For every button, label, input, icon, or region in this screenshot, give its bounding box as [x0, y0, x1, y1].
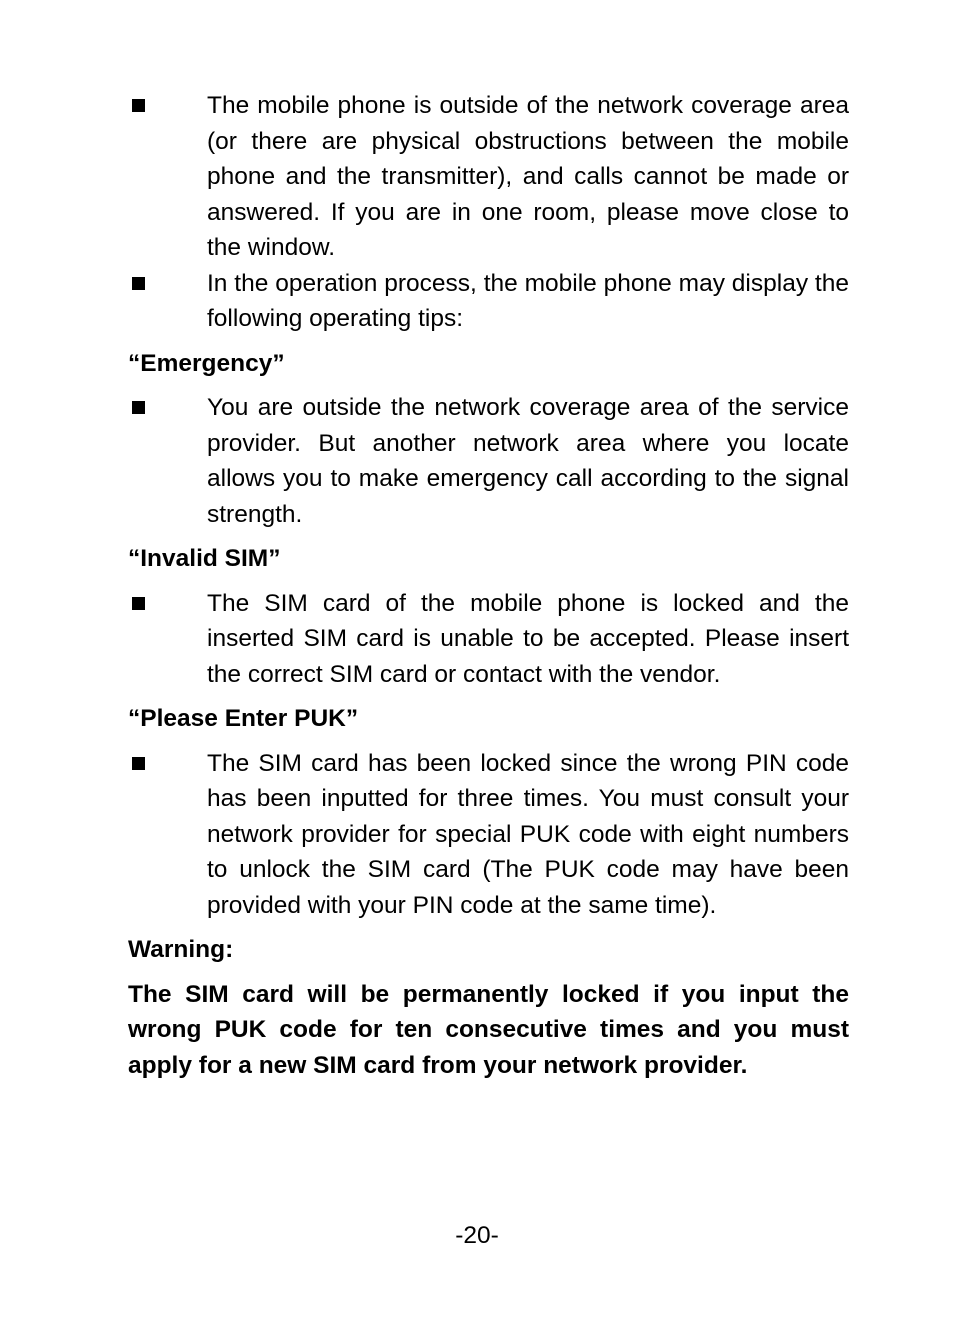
page-number: -20-: [455, 1222, 499, 1249]
bullet-text: In the operation process, the mobile phone may display the following operating tips:: [207, 269, 849, 332]
square-bullet-icon: [132, 597, 145, 610]
square-bullet-icon: [132, 277, 145, 290]
heading-enter-puk: “Please Enter PUK”: [128, 705, 359, 732]
bullet-text: The SIM card has been locked since the wrong PIN code has been inputted for three times. You must consult your network provider for special PUK code with eight numbers to unlock the SIM card (The PUK code may have been provided with your PIN code at the same time).: [207, 749, 849, 919]
bullet-item-invalid-sim: [128, 586, 849, 693]
bullet-item-coverage: [128, 88, 849, 266]
square-bullet-icon: [132, 401, 145, 414]
heading-emergency: “Emergency”: [128, 349, 285, 377]
warning-title: Warning:: [128, 936, 234, 963]
bullet-item-emergency: [128, 390, 849, 532]
bullet-item-enter-puk: [128, 746, 849, 924]
square-bullet-icon: [132, 757, 145, 770]
bullet-text: You are outside the network coverage area of the service provider. But another network area where you locate allows you to make emergency call according to the signal strength.: [207, 394, 849, 528]
square-bullet-icon: [132, 99, 145, 112]
manual-page-content: [128, 88, 849, 1083]
bullet-text: The SIM card of the mobile phone is locked and the inserted SIM card is unable to be accepted. Please insert the correct SIM card or contact with the vendor.: [207, 589, 849, 688]
bullet-text: The mobile phone is outside of the network coverage area (or there are physical obstructions between the mobile phone and the transmitter), and calls cannot be made or answered. If you are in one room, please move close to the window.: [207, 92, 849, 261]
warning-body: The SIM card will be permanently locked if you input the wrong PUK code for ten consecutive times and you must apply for a new SIM card from your network provider.: [128, 980, 849, 1079]
bullet-item-operating-tips: [128, 266, 849, 337]
heading-invalid-sim: “Invalid SIM”: [128, 545, 281, 572]
